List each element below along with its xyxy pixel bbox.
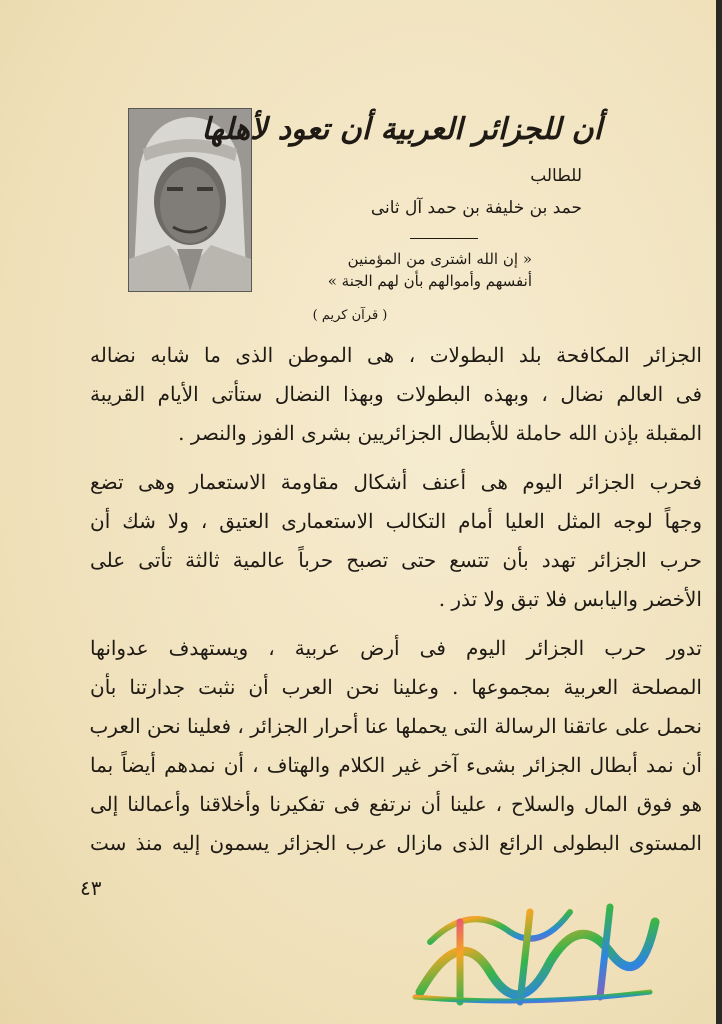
body-line: هو فوق المال والسلاح ، علينا أن نرتفع فى تفكيرنا وأخلاقنا وأعمالنا إلى (90, 792, 702, 816)
body-line: وجهاً لوجه المثل العليا أمام التكالب الاستعمارى العتيق ، ولا شك أن (90, 509, 702, 533)
author-name: حمد بن خليفة بن حمد آل ثانى (370, 198, 582, 218)
byline-label: للطالب (530, 166, 582, 186)
signature-logo (400, 882, 670, 1012)
quote-source: ( قرآن كريم ) (312, 308, 388, 323)
body-line: حرب الجزائر تهدد بأن تتسع حتى تصبح حرباً عالمية ثالثة تأتى على (90, 548, 702, 572)
quran-quote (270, 248, 532, 292)
body-line: المستوى البطولى الرائع الذى مازال عرب الجزائر يسمون إليه منذ ست (90, 831, 702, 855)
divider (410, 238, 478, 239)
body-line: نحمل على عاتقنا الرسالة التى يحملها عنا أحرار الجزائر ، فعلينا نحن العرب (89, 714, 702, 738)
article-title: أن للجزائر العربية أن تعود لأهلها (201, 112, 602, 147)
body-line: المقبلة بإذن الله حاملة للأبطال الجزائريين بشرى الفوز والنصر . (178, 421, 702, 445)
page-number: ٤٣ (80, 876, 102, 900)
body-line: الأخضر واليابس فلا تبق ولا تذر . (438, 587, 702, 611)
quote-line: أنفسهم وأموالهم بأن لهم الجنة » (327, 272, 532, 290)
body-line: فحرب الجزائر اليوم هى أعنف أشكال مقاومة الاستعمار وهى تضع (90, 470, 702, 494)
article-body (90, 336, 702, 863)
body-line: تدور حرب الجزائر اليوم فى أرض عربية ، ويستهدف عدوانها (90, 636, 702, 660)
body-line: أن نمد أبطال الجزائر بشىء آخر غير الكلام والهتاف ، أن نمدهم أيضاً بما (90, 753, 702, 777)
body-line: فى العالم نضال ، وبهذه البطولات وبهذا النضال ستأتى الأيام القريبة (90, 382, 703, 406)
quote-line: « إن الله اشترى من المؤمنين (347, 250, 532, 268)
page-edge (716, 0, 722, 1024)
body-line: المصلحة العربية بمجموعها . وعلينا نحن العرب أن نثبت جدارتنا بأن (90, 675, 702, 699)
body-line: الجزائر المكافحة بلد البطولات ، هى الموطن الذى ما شابه نضاله (90, 343, 702, 367)
calligraphy-signature (400, 882, 670, 1012)
